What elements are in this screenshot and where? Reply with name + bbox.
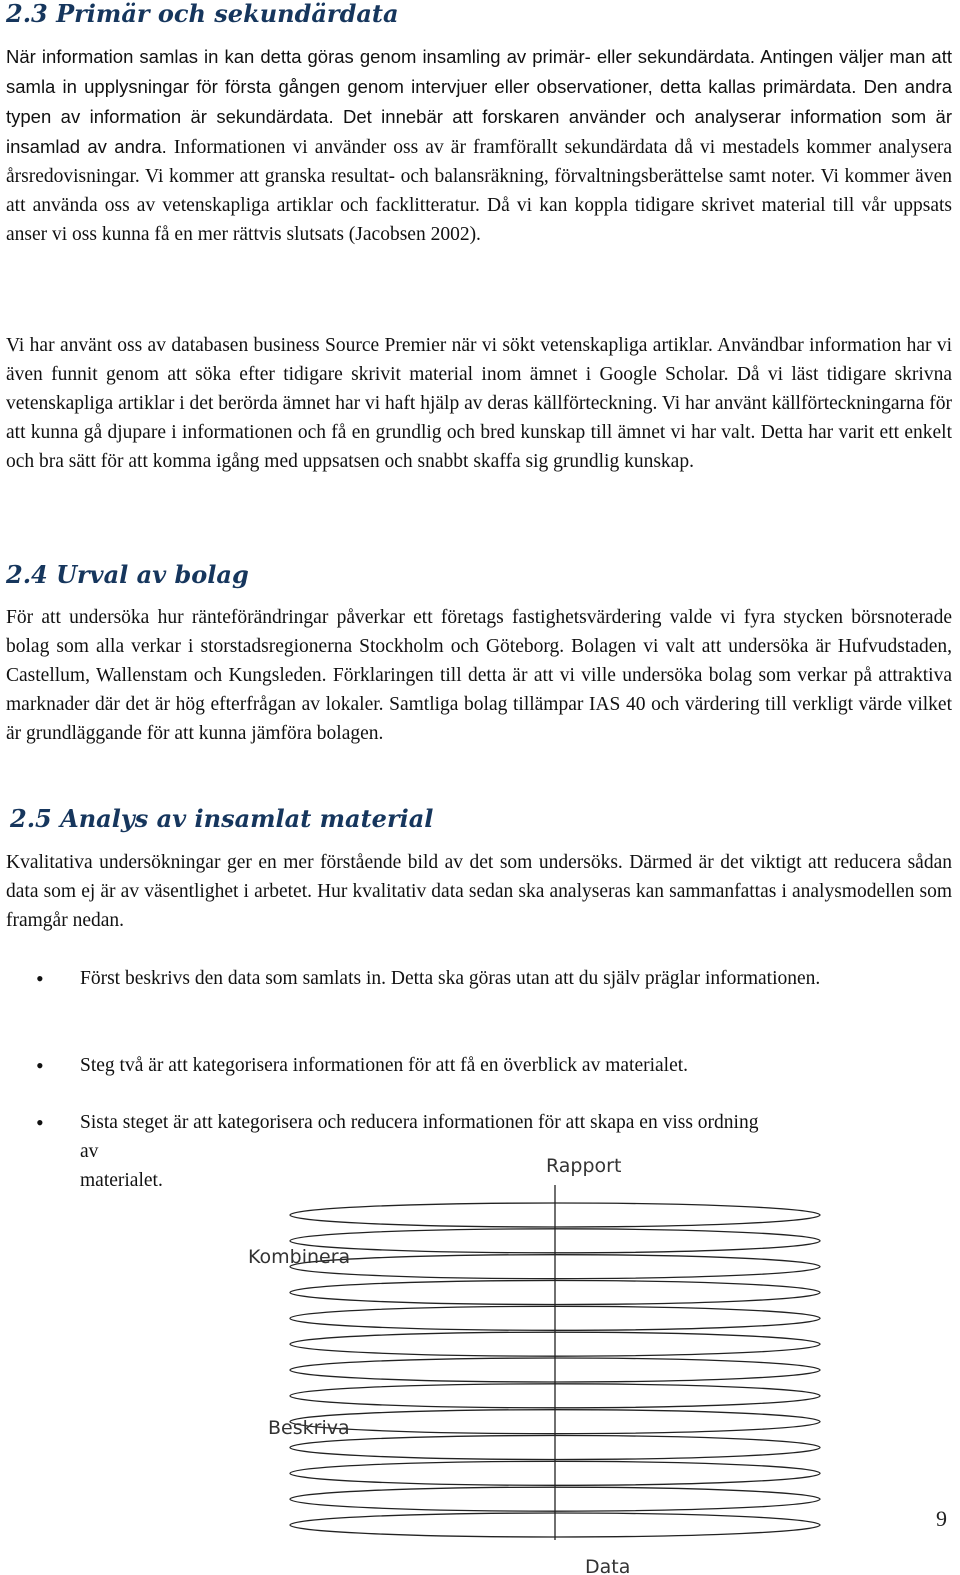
diagram-label-rapport: Rapport: [546, 1155, 622, 1177]
bullet-item-2: Steg två är att kategorisera informationen för att få en överblick av materialet.: [80, 1055, 689, 1076]
bullet-item-3: Sista steget är att kategorisera och reducera informationen för att skapa en viss ordning: [80, 1112, 759, 1133]
bullet-marker: •: [36, 966, 44, 991]
bullet-item-1: Först beskrivs den data som samlats in. Detta ska göras utan att du själv präglar informationen.: [80, 968, 821, 989]
analysis-spiral-diagram: [210, 1145, 890, 1575]
paragraph-primary-secondary: [6, 42, 952, 249]
bullet-marker: •: [36, 1053, 44, 1078]
diagram-label-data: Data: [585, 1556, 631, 1575]
paragraph-sources: Vi har använt oss av databasen business Source Premier när vi sökt vetenskapliga artiklar. Användbar information har vi även funnit genom att söka efter tidigare skrivit material inom ämnet i Google Scholar. Då vi läst tidigare skrivna vetenskapliga artiklar i det berörda ämnet har vi haft hjälp av deras källförteckning. Vi har använt källförteckningarna för att kunna gå djupare i informationen och få en grundlig och bred kunskap till ämnet vi har valt. Detta har varit ett enkelt och bra sätt för att komma igång med uppsatsen och snabbt skaffa sig grundlig kunskap.: [6, 335, 953, 472]
heading-2-4: 2.4 Urval av bolag: [6, 560, 249, 589]
heading-2-5: 2.5 Analys av insamlat material: [10, 804, 434, 833]
bullet-item-3-tail-2: materialet.: [80, 1170, 163, 1191]
paragraph-serif-part: Informationen vi använder oss av är framförallt sekundärdata då vi mestadels kommer analysera årsredovisningar. Vi kommer att granska resultat- och balansräkning, förvaltningsberättelse samt noter. Vi kommer även att använda oss av vetenskapliga artiklar och facklitteratur. Då vi kan koppla tidigare skrivet material till vår uppsats anser vi oss kunna få en mer rättvis slutsats (Jacobsen 2002).: [6, 137, 952, 245]
paragraph-company-selection: För att undersöka hur ränteförändringar påverkar ett företags fastighetsvärdering valde vi fyra stycken börsnoterade bolag som alla verkar i storstadsregionerna Stockholm och Göteborg. Bolagen vi valt att undersöka är Hufvudstaden, Castellum, Wallenstam och Kungsleden. Förklaringen till detta är att vi ville undersöka bolag som verkar på attraktiva marknader där det är hög efterfrågan av lokaler. Samtliga bolag tillämpar IAS 40 och värdering till verkligt värde vilket är grundläggande för att kunna jämföra bolagen.: [6, 607, 952, 744]
diagram-label-beskriva: Beskriva: [268, 1417, 350, 1439]
paragraph-analysis: Kvalitativa undersökningar ger en mer förstående bild av det som undersöks. Därmed är det viktigt att reducera sådan data som ej är av väsentlighet i arbetet. Hur kvalitativ data sedan ska analyseras kan sammanfattas i analysmodellen som framgår nedan.: [6, 852, 952, 931]
diagram-label-kombinera: Kombinera: [248, 1246, 351, 1268]
paragraph-sans-part: När information samlas in kan detta göras genom insamling av primär- eller sekundärdata. Antingen väljer man att samla in upplysningar för första gången genom intervjuer eller observationer, detta kallas primärdata. Den andra typen av information är sekundärdata. Det innebär att forskaren använder och analyserar information som är insamlad av andra.: [6, 46, 952, 157]
heading-2-3: 2.3 Primär och sekundärdata: [6, 0, 399, 28]
bullet-item-3-tail-1: av: [80, 1141, 99, 1162]
page-number: 9: [936, 1506, 947, 1531]
bullet-marker: •: [36, 1110, 44, 1135]
spiral-coils: [290, 1185, 820, 1540]
